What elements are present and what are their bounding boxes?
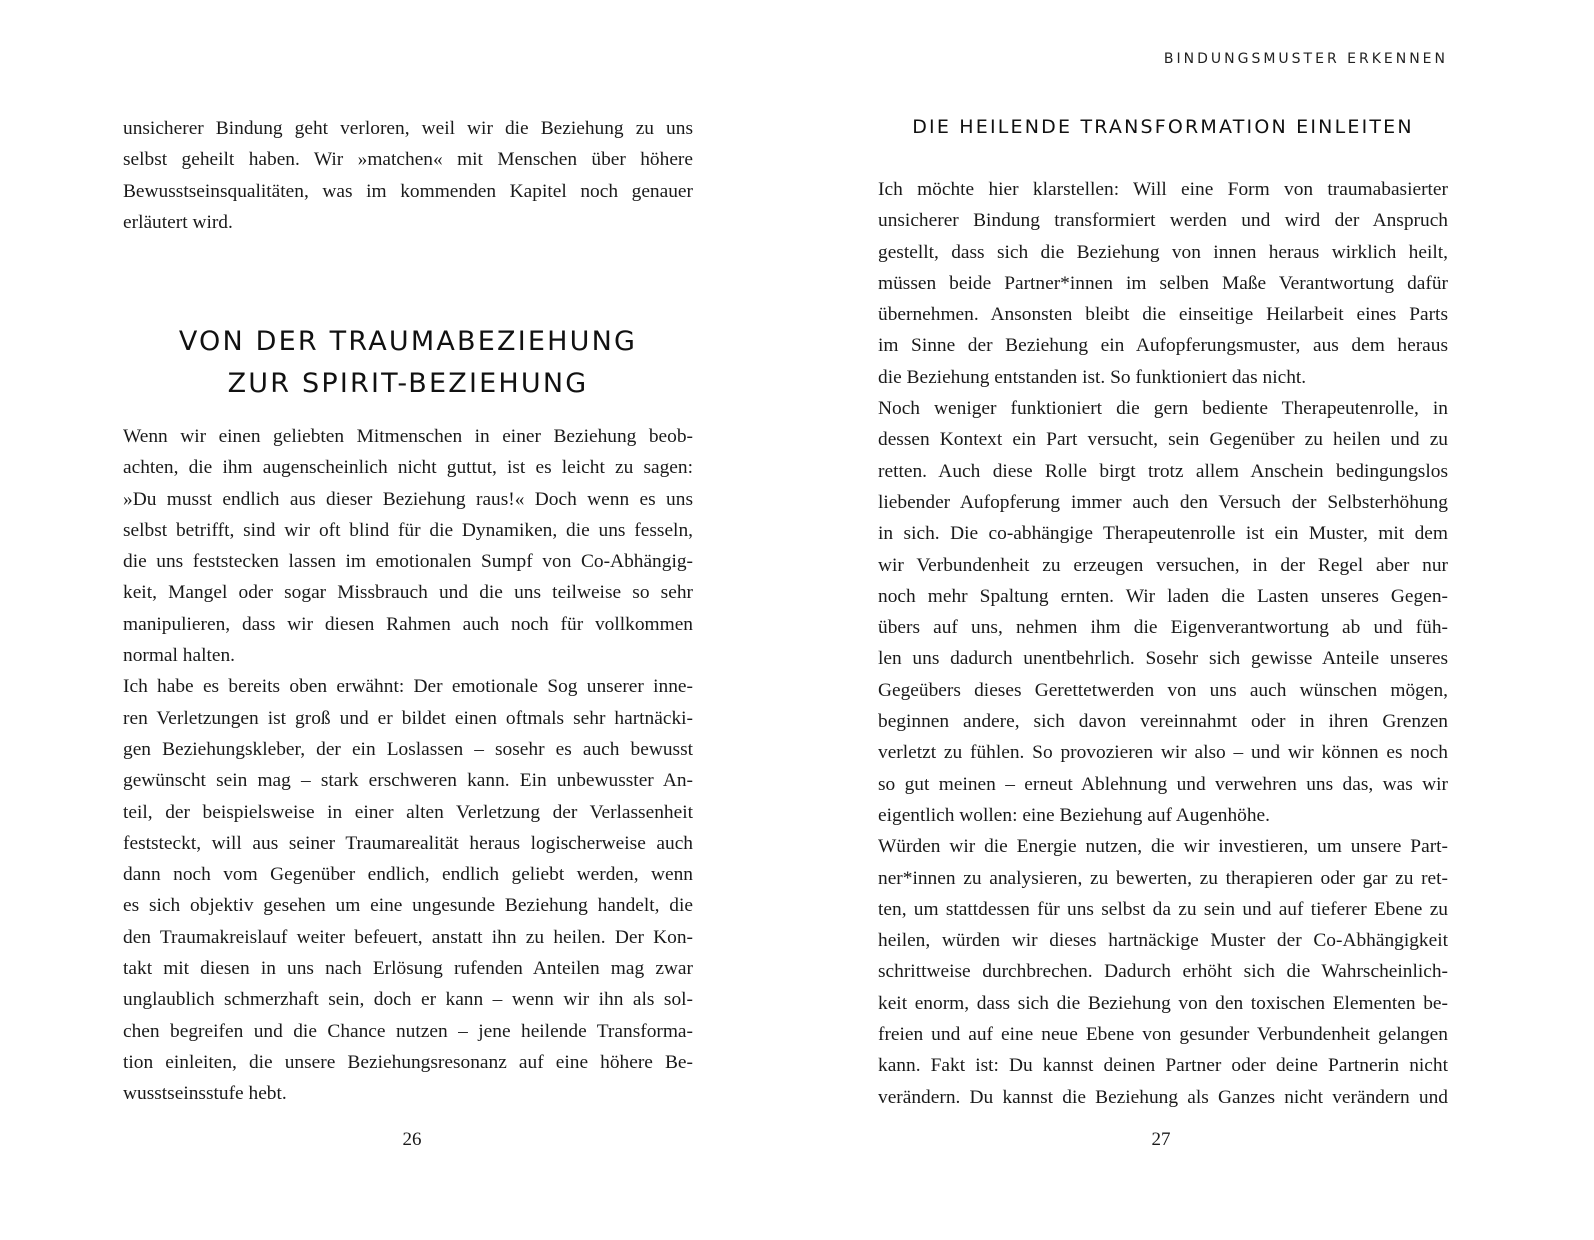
text-line: len uns dadurch unentbehrlich. Sosehr sich gewisse Anteile unseres <box>878 648 1448 670</box>
section-title: DIE HEILENDE TRANSFORMATION EINLEITEN <box>912 116 1414 138</box>
paragraph <box>123 113 693 238</box>
paragraph <box>123 421 693 671</box>
paragraph <box>878 831 1448 1113</box>
text-line: so gut meinen – erneut Ablehnung und verwehren uns das, was wir <box>878 773 1448 795</box>
text-line: den Traumakreislauf weiter befeuert, anstatt ihn zu heilen. Der Kon- <box>123 926 693 948</box>
continuation-text <box>123 113 693 238</box>
text-line: dessen Kontext ein Part versucht, sein Gegenüber zu heilen und zu <box>878 429 1448 451</box>
running-head: BINDUNGSMUSTER ERKENNEN <box>1163 51 1448 67</box>
text-line: ner*innen zu analysieren, zu bewerten, zu therapieren oder gar zu ret- <box>878 867 1448 889</box>
text-line: eigentlich wollen: eine Beziehung auf Augenhöhe. <box>878 804 1270 826</box>
text-line: teil, der beispielsweise in einer alten Verletzung der Verlassenheit <box>123 801 693 823</box>
text-line: kann. Fakt ist: Du kannst deinen Partner oder deine Partnerin nicht <box>878 1055 1448 1077</box>
chapter-title <box>123 321 693 405</box>
text-line: liebender Aufopferung immer auch den Versuch der Selbsterhöhung <box>878 491 1448 513</box>
text-line: übernehmen. Ansonsten bleibt die einseitige Heilarbeit eines Parts <box>878 304 1448 326</box>
text-line: im Sinne der Beziehung ein Aufopferungsmuster, aus dem heraus <box>878 335 1448 357</box>
text-line: manipulieren, dass wir diesen Rahmen auch noch für vollkommen <box>123 613 693 635</box>
text-line: noch mehr Spaltung ernten. Wir laden die Lasten unseres Gegen- <box>878 585 1448 607</box>
text-line: erläutert wird. <box>123 211 233 233</box>
page-number: 27 <box>1151 1129 1171 1150</box>
text-line: takt mit diesen in uns nach Erlösung rufenden Anteilen mag zwar <box>123 958 693 980</box>
text-line: ren Verletzungen ist groß und er bildet einen oftmals sehr hartnäcki- <box>123 707 693 729</box>
text-line: die uns feststecken lassen im emotionalen Sumpf von Co-Abhängig- <box>123 551 693 573</box>
text-line: Noch weniger funktioniert die gern bediente Therapeutenrolle, in <box>878 398 1448 420</box>
text-line: müssen beide Partner*innen im selben Maße Verantwortung dafür <box>878 272 1448 294</box>
paragraph <box>878 393 1448 831</box>
text-line: unsicherer Bindung transformiert werden und wird der Anspruch <box>878 210 1448 232</box>
text-line: retten. Auch diese Rolle birgt trotz allem Anschein bedingungslos <box>878 460 1448 482</box>
text-line: schrittweise durchbrechen. Dadurch erhöht sich die Wahrscheinlich- <box>878 961 1448 983</box>
text-line: gen Beziehungskleber, der ein Loslassen – sosehr es auch bewusst <box>123 738 693 760</box>
text-line: keit enorm, dass sich die Beziehung von den toxischen Elementen be- <box>878 992 1448 1014</box>
text-line: achten, die ihm augenscheinlich nicht guttut, ist es leicht zu sagen: <box>123 457 693 479</box>
paragraph <box>878 174 1448 393</box>
text-line: Ich habe es bereits oben erwähnt: Der emotionale Sog unserer inne- <box>123 676 693 698</box>
text-line: tion einleiten, die unsere Beziehungsresonanz auf eine höhere Be- <box>123 1051 693 1073</box>
text-line: unglaublich schmerzhaft sein, doch er kann – wenn wir ihn als sol- <box>123 989 693 1011</box>
text-line: wir Verbundenheit zu erzeugen versuchen, in der Regel aber nur <box>878 554 1448 576</box>
text-line: Bewusstseinsqualitäten, was im kommenden Kapitel noch genauer <box>123 180 693 202</box>
text-line: Würden wir die Energie nutzen, die wir investieren, um unsere Part- <box>878 836 1448 858</box>
text-line: normal halten. <box>123 645 235 667</box>
text-line: unsicherer Bindung geht verloren, weil wir die Beziehung zu uns <box>123 118 693 139</box>
text-line: chen begreifen und die Chance nutzen – jene heilende Transforma- <box>123 1020 693 1042</box>
page-number: 26 <box>402 1129 422 1150</box>
text-line: verändern. Du kannst die Beziehung als Ganzes nicht verändern und <box>878 1086 1448 1108</box>
text-line: beginnen andere, sich davon vereinnahmt oder in ihren Grenzen <box>878 711 1448 733</box>
text-line: Wenn wir einen geliebten Mitmenschen in einer Beziehung beob- <box>123 426 693 447</box>
text-line: übers auf uns, nehmen ihm die Eigenverantwortung ab und füh- <box>878 617 1448 639</box>
text-line: die Beziehung entstanden ist. So funktioniert das nicht. <box>878 366 1307 388</box>
text-line: gewünscht sein mag – stark erschweren kann. Ein unbewusster An- <box>123 770 693 792</box>
text-line: Gegeübers dieses Gerettetwerden von uns auch wünschen mögen, <box>878 679 1448 701</box>
text-line: es sich objektiv gesehen um eine ungesunde Beziehung handelt, die <box>123 895 693 917</box>
paragraph <box>123 671 693 1109</box>
main-text <box>123 421 693 1110</box>
text-line: heilen, würden wir dieses hartnäckige Muster der Co-Abhängigkeit <box>878 930 1448 952</box>
text-line: keit, Mangel oder sogar Missbrauch und die uns teilweise so sehr <box>123 582 693 604</box>
text-line: verletzt zu fühlen. So provozieren wir also – und wir können es noch <box>878 742 1448 764</box>
text-line: dann noch vom Gegenüber endlich, endlich geliebt werden, wenn <box>123 864 693 886</box>
text-line: selbst geheilt haben. Wir »matchen« mit Menschen über höhere <box>123 149 693 171</box>
right-main-text <box>878 174 1448 1113</box>
text-line: in sich. Die co-abhängige Therapeutenrolle ist ein Muster, mit dem <box>878 523 1448 545</box>
text-line: »Du musst endlich aus dieser Beziehung raus!« Doch wenn es uns <box>123 488 693 510</box>
text-line: wusstseinsstufe hebt. <box>123 1083 287 1105</box>
chapter-title-line: VON DER TRAUMABEZIEHUNG <box>178 326 638 357</box>
chapter-title-line: ZUR SPIRIT-BEZIEHUNG <box>227 368 589 399</box>
text-line: selbst betrifft, sind wir oft blind für die Dynamiken, die uns fesseln, <box>123 519 693 541</box>
text-line: feststeckt, will aus seiner Traumarealität heraus logischerweise auch <box>123 832 693 854</box>
text-line: ten, um stattdessen für uns selbst da zu sein und auf tieferer Ebene zu <box>878 898 1448 920</box>
text-line: freien und auf eine neue Ebene von gesunder Verbundenheit gelangen <box>878 1024 1448 1046</box>
text-line: Ich möchte hier klarstellen: Will eine Form von traumabasierter <box>878 179 1448 200</box>
text-line: gestellt, dass sich die Beziehung von innen heraus wirklich heilt, <box>878 241 1448 263</box>
